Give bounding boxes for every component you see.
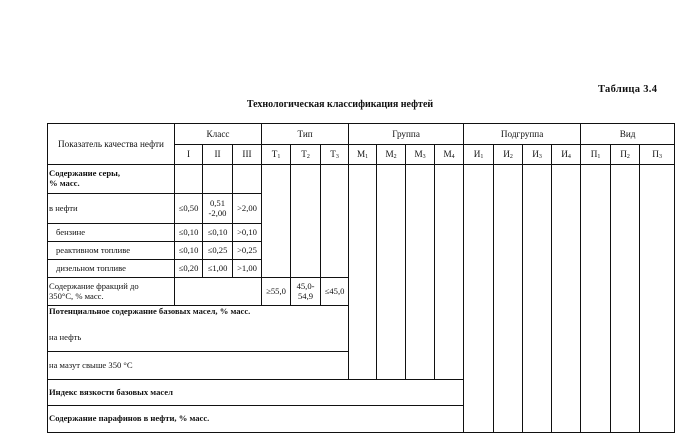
blank-subgroup-4 — [552, 165, 581, 433]
header-col-class-1: I — [175, 145, 203, 165]
base-oils-fuel-oil-label: на мазут свыше 350 °С — [48, 352, 349, 380]
sulfur-oil-class-2: 0,51 -2,00 — [203, 194, 233, 224]
header-col-subgroup-2: И2 — [494, 145, 523, 165]
header-col-group-2: М2 — [377, 145, 406, 165]
header-subgroup: Подгруппа — [464, 124, 581, 145]
row-sulfur-title — [48, 165, 675, 194]
fractions-class-blank — [175, 278, 262, 306]
sulfur-oil-label: в нефти — [48, 194, 175, 224]
blank-type-1 — [262, 165, 291, 278]
header-col-kind-2: П2 — [611, 145, 640, 165]
blank-group-1 — [349, 165, 377, 380]
base-oils-crude-label: на нефть — [49, 331, 82, 342]
paraffin-label: Содержание парафинов в нефти, % масс. — [48, 406, 581, 433]
header-col-class-2: II — [203, 145, 233, 165]
table-caption: Технологическая классификация нефтей — [246, 99, 434, 110]
sulfur-jet-class-1: ≤0,10 — [175, 242, 203, 260]
header-kind: Вид — [581, 124, 675, 145]
blank-group-3 — [406, 165, 435, 380]
fractions-type-1: ≥55,0 — [262, 278, 291, 306]
header-indicator: Показатель качества нефти — [48, 124, 175, 165]
sulfur-oil-class-3: >2,00 — [233, 194, 262, 224]
sulfur-diesel-label: дизельном топливе — [48, 260, 175, 278]
blank-subgroup-3 — [523, 165, 552, 433]
header-col-group-1: М1 — [349, 145, 377, 165]
blank-group-4 — [435, 165, 464, 380]
header-col-type-1: Т1 — [262, 145, 291, 165]
fractions-type-3: ≤45,0 — [321, 278, 349, 306]
header-col-kind-1: П1 — [581, 145, 611, 165]
header-col-class-3: III — [233, 145, 262, 165]
sulfur-oil-class-1: ≤0,50 — [175, 194, 203, 224]
base-oils-title: Потенциальное содержание базовых масел, % масс. — [49, 306, 251, 316]
blank-kind-2 — [611, 165, 640, 433]
header-col-kind-3: П3 — [640, 145, 675, 165]
row-paraffin — [48, 406, 675, 433]
base-oils-cell — [48, 306, 349, 352]
fractions-type-2: 45,0- 54,9 — [291, 278, 321, 306]
header-col-group-3: М3 — [406, 145, 435, 165]
fractions-label: Содержание фракций до 350°C, % масс. — [48, 278, 175, 306]
header-col-subgroup-3: И3 — [523, 145, 552, 165]
blank-kind-3 — [640, 165, 675, 433]
sulfur-gasoline-label: бензине — [48, 224, 175, 242]
header-col-subgroup-1: И1 — [464, 145, 494, 165]
sulfur-jet-class-3: >0,25 — [233, 242, 262, 260]
header-row-groups — [48, 124, 675, 145]
header-col-type-3: Т3 — [321, 145, 349, 165]
table-number: Таблица 3.4 — [598, 84, 658, 95]
blank-subgroup-2 — [494, 165, 523, 433]
blank-kind-1 — [581, 165, 611, 433]
sulfur-gasoline-class-2: ≤0,10 — [203, 224, 233, 242]
sulfur-diesel-class-3: >1,00 — [233, 260, 262, 278]
header-group: Группа — [349, 124, 464, 145]
sulfur-diesel-class-2: ≤1,00 — [203, 260, 233, 278]
blank-type-2 — [291, 165, 321, 278]
sulfur-jet-label: реактивном топливе — [48, 242, 175, 260]
viscosity-label: Индекс вязкости базовых масел — [48, 380, 464, 406]
blank-type-3 — [321, 165, 349, 278]
sulfur-title: Содержание серы, % масс. — [48, 165, 175, 194]
header-col-subgroup-4: И4 — [552, 145, 581, 165]
sulfur-jet-class-2: ≤0,25 — [203, 242, 233, 260]
header-col-group-4: М4 — [435, 145, 464, 165]
sulfur-diesel-class-1: ≤0,20 — [175, 260, 203, 278]
sulfur-gasoline-class-3: >0,10 — [233, 224, 262, 242]
blank-group-2 — [377, 165, 406, 380]
classification-table — [47, 123, 675, 433]
header-col-type-2: Т2 — [291, 145, 321, 165]
header-class: Класс — [175, 124, 262, 145]
sulfur-gasoline-class-1: ≤0,10 — [175, 224, 203, 242]
blank-subgroup-1 — [464, 165, 494, 433]
header-type: Тип — [262, 124, 349, 145]
